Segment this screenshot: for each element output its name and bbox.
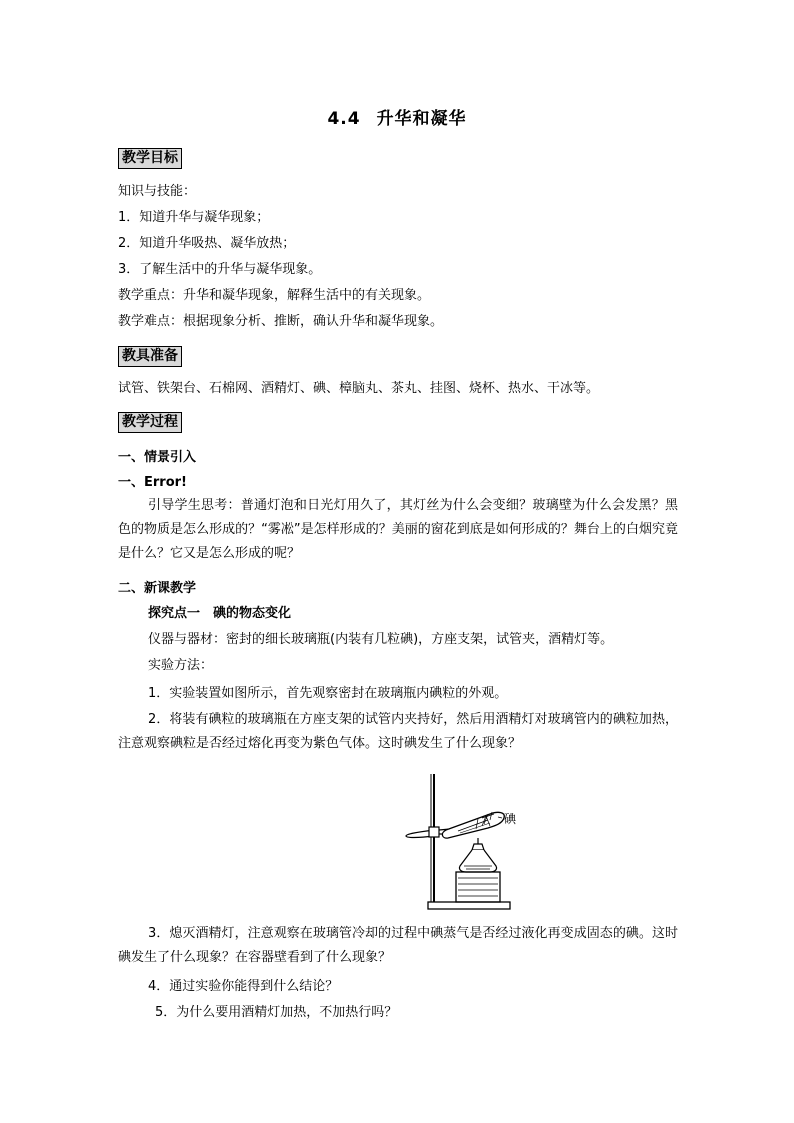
process-part-2: 二、新课教学: [118, 581, 197, 596]
teaching-difficulty: 教学难点：根据现象分析、推断，确认升华和凝华现象。: [118, 314, 444, 329]
page-title: [0, 104, 794, 129]
method-label: 实验方法：: [148, 658, 214, 673]
intro-paragraph: 引导学生思考：普通灯泡和日光灯用久了，其灯丝为什么会变细？玻璃壁为什么会发黑？黑色的物质是怎么形成的？“雾凇”是怎样形成的？美丽的窗花到底是如何形成的？舞台上的白烟究竟是什么？它又是怎么形成的呢？: [118, 498, 678, 561]
step-4: 4．通过实验你能得到什么结论？: [148, 979, 339, 994]
heading-teaching-goals: 教学目标: [118, 148, 182, 169]
title-number: 4.4: [327, 109, 361, 129]
step-5: 5．为什么要用酒精灯加热，不加热行吗？: [155, 1005, 398, 1020]
heading-teaching-process: 教学过程: [118, 412, 182, 433]
experiment-apparatus-figure: [398, 772, 538, 916]
process-part-1: 一、情景引入: [118, 450, 197, 465]
step-1: 1．实验装置如图所示，首先观察密封在玻璃瓶内碘粒的外观。: [148, 686, 508, 701]
heading-teaching-tools: 教具准备: [118, 346, 182, 367]
equipment-line: 仪器与器材：密封的细长玻璃瓶(内装有几粒碘)，方座支架，试管夹，酒精灯等。: [148, 632, 614, 647]
process-part-1b: 一、Error!: [118, 475, 187, 490]
goal-item-3: 3．了解生活中的升华与凝华现象。: [118, 262, 322, 277]
teaching-key-point: 教学重点：升华和凝华现象，解释生活中的有关现象。: [118, 288, 431, 303]
goals-intro: 知识与技能：: [118, 184, 197, 199]
goal-item-1: 1．知道升华与凝华现象；: [118, 210, 270, 225]
goal-item-2: 2．知道升华吸热、凝华放热；: [118, 236, 296, 251]
figure-label-iodine: 碘: [504, 812, 517, 826]
step-3: 3．熄灭酒精灯，注意观察在玻璃管冷却的过程中碘蒸气是否经过液化再变成固态的碘。这时碘发生了什么现象？在容器壁看到了什么现象？: [118, 926, 678, 965]
explore-point-1: 探究点一 碘的物态变化: [148, 606, 292, 621]
title-text: 升华和凝华: [376, 109, 467, 129]
tools-list: 试管、铁架台、石棉网、酒精灯、碘、樟脑丸、茶丸、挂图、烧杯、热水、干冰等。: [118, 381, 600, 396]
step-2: 2．将装有碘粒的玻璃瓶在方座支架的试管内夹持好，然后用酒精灯对玻璃管内的碘粒加热，注意观察碘粒是否经过熔化再变为紫色气体。这时碘发生了什么现象？: [118, 712, 678, 751]
